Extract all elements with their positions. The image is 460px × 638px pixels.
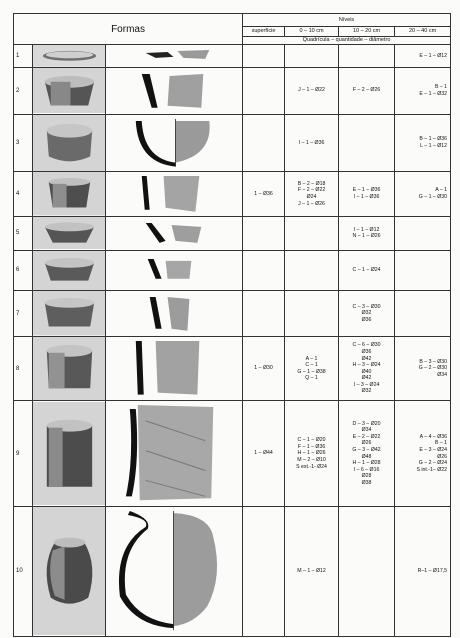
table-row <box>14 291 451 337</box>
sup-value <box>243 67 285 114</box>
c0-10-value: J – 1 – Ø22 <box>285 67 339 114</box>
vessel-render <box>33 45 106 68</box>
form-number: 7 <box>14 291 33 337</box>
vessel-render <box>33 216 106 250</box>
vessel-drawing <box>106 67 243 114</box>
table-row <box>14 216 451 250</box>
form-number: 8 <box>14 336 33 401</box>
form-number: 2 <box>14 67 33 114</box>
table-row <box>14 67 451 114</box>
c10-20-value <box>339 45 395 68</box>
vessel-render <box>33 67 106 114</box>
vessel-render <box>33 291 106 337</box>
c20-40-value <box>395 250 451 291</box>
form-number: 1 <box>14 45 33 68</box>
c10-20-value: D – 3 – Ø20 Ø34 E – 2 – Ø22 Ø26 G – 3 – Ø42 Ø48 H – 1 – Ø28 I – 6 – Ø16 Ø28 Ø38 <box>339 401 395 506</box>
c0-10-value: A – 1 C – 1 G – 1 – Ø38 Q – 1 <box>285 336 339 401</box>
vessel-render <box>33 172 106 217</box>
form-number: 3 <box>14 114 33 172</box>
sup-value <box>243 250 285 291</box>
c0-10-value: M – 1 – Ø12 <box>285 506 339 636</box>
vessel-drawing <box>106 172 243 217</box>
vessel-render <box>33 506 106 636</box>
c10-20-value: F – 2 – Ø26 <box>339 67 395 114</box>
c20-40-value: B – 1 – Ø36 L – 1 – Ø12 <box>395 114 451 172</box>
c0-10-value: C – 1 – Ø20 F – 1 – Ø36 H – 1 – Ø26 M – 2 – Ø10 S ext.-1- Ø24 <box>285 401 339 506</box>
c0-10-value <box>285 45 339 68</box>
col-10-20: 10 – 20 cm <box>339 27 395 37</box>
c10-20-value: C – 1 – Ø24 <box>339 250 395 291</box>
vessel-drawing <box>106 401 243 506</box>
vessel-drawing <box>106 506 243 636</box>
c20-40-value: E – 1 – Ø12 <box>395 45 451 68</box>
c20-40-value: R–1 – Ø17,5 <box>395 506 451 636</box>
c20-40-value: B – 1 E – 1 – Ø32 <box>395 67 451 114</box>
vessel-render <box>33 401 106 506</box>
sup-value: 1 – Ø36 <box>243 172 285 217</box>
c0-10-value <box>285 216 339 250</box>
c20-40-value <box>395 216 451 250</box>
subheader: Quadrícula – quantidade – diâmetro <box>243 37 451 45</box>
c10-20-value: C – 3 – Ø30 Ø32 Ø36 <box>339 291 395 337</box>
col-20-40: 20 – 40 cm <box>395 27 451 37</box>
table-row <box>14 250 451 291</box>
c10-20-value: I – 1 – Ø12 N – 1 – Ø26 <box>339 216 395 250</box>
sup-value <box>243 291 285 337</box>
formas-header: Formas <box>14 14 243 45</box>
sup-value <box>243 45 285 68</box>
vessel-drawing <box>106 250 243 291</box>
sup-value: 1 – Ø30 <box>243 336 285 401</box>
vessel-forms-table <box>13 13 451 637</box>
c10-20-value <box>339 114 395 172</box>
c0-10-value <box>285 250 339 291</box>
c20-40-value: A – 4 – Ø36 B – 1 E – 3 – Ø24 Ø26 G – 2 – Ø24 S int.-1– Ø22 <box>395 401 451 506</box>
table-row <box>14 506 451 636</box>
niveis-header: Níveis <box>243 14 451 27</box>
form-number: 6 <box>14 250 33 291</box>
sup-value <box>243 114 285 172</box>
vessel-drawing <box>106 114 243 172</box>
table-row <box>14 114 451 172</box>
col-superficie: superfície <box>243 27 285 37</box>
c10-20-value: E – 1 – Ø36 I – 1 – Ø36 <box>339 172 395 217</box>
sup-value: 1 – Ø44 <box>243 401 285 506</box>
form-number: 4 <box>14 172 33 217</box>
vessel-drawing <box>106 336 243 401</box>
c0-10-value <box>285 291 339 337</box>
c20-40-value: B – 3 – Ø30 G – 2 – Ø30 Ø34 <box>395 336 451 401</box>
c20-40-value: A – 1 G – 1 – Ø30 <box>395 172 451 217</box>
vessel-render <box>33 114 106 172</box>
vessel-drawing <box>106 216 243 250</box>
vessel-render <box>33 336 106 401</box>
table-row <box>14 172 451 217</box>
col-0-10: 0 – 10 cm <box>285 27 339 37</box>
form-number: 5 <box>14 216 33 250</box>
c20-40-value <box>395 291 451 337</box>
vessel-render <box>33 250 106 291</box>
sup-value <box>243 216 285 250</box>
table-row <box>14 45 451 68</box>
c10-20-value: C – 6 – Ø30 Ø36 Ø42 H – 3 – Ø24 Ø40 Ø42 I – 3 – Ø24 Ø32 <box>339 336 395 401</box>
sup-value <box>243 506 285 636</box>
table-row <box>14 401 451 506</box>
vessel-drawing <box>106 291 243 337</box>
form-number: 10 <box>14 506 33 636</box>
vessel-drawing <box>106 45 243 68</box>
form-number: 9 <box>14 401 33 506</box>
c10-20-value <box>339 506 395 636</box>
c0-10-value: B – 2 – Ø18 F – 2 – Ø22 Ø24 J – 1 – Ø26 <box>285 172 339 217</box>
table-row <box>14 336 451 401</box>
c0-10-value: I – 1 – Ø36 <box>285 114 339 172</box>
